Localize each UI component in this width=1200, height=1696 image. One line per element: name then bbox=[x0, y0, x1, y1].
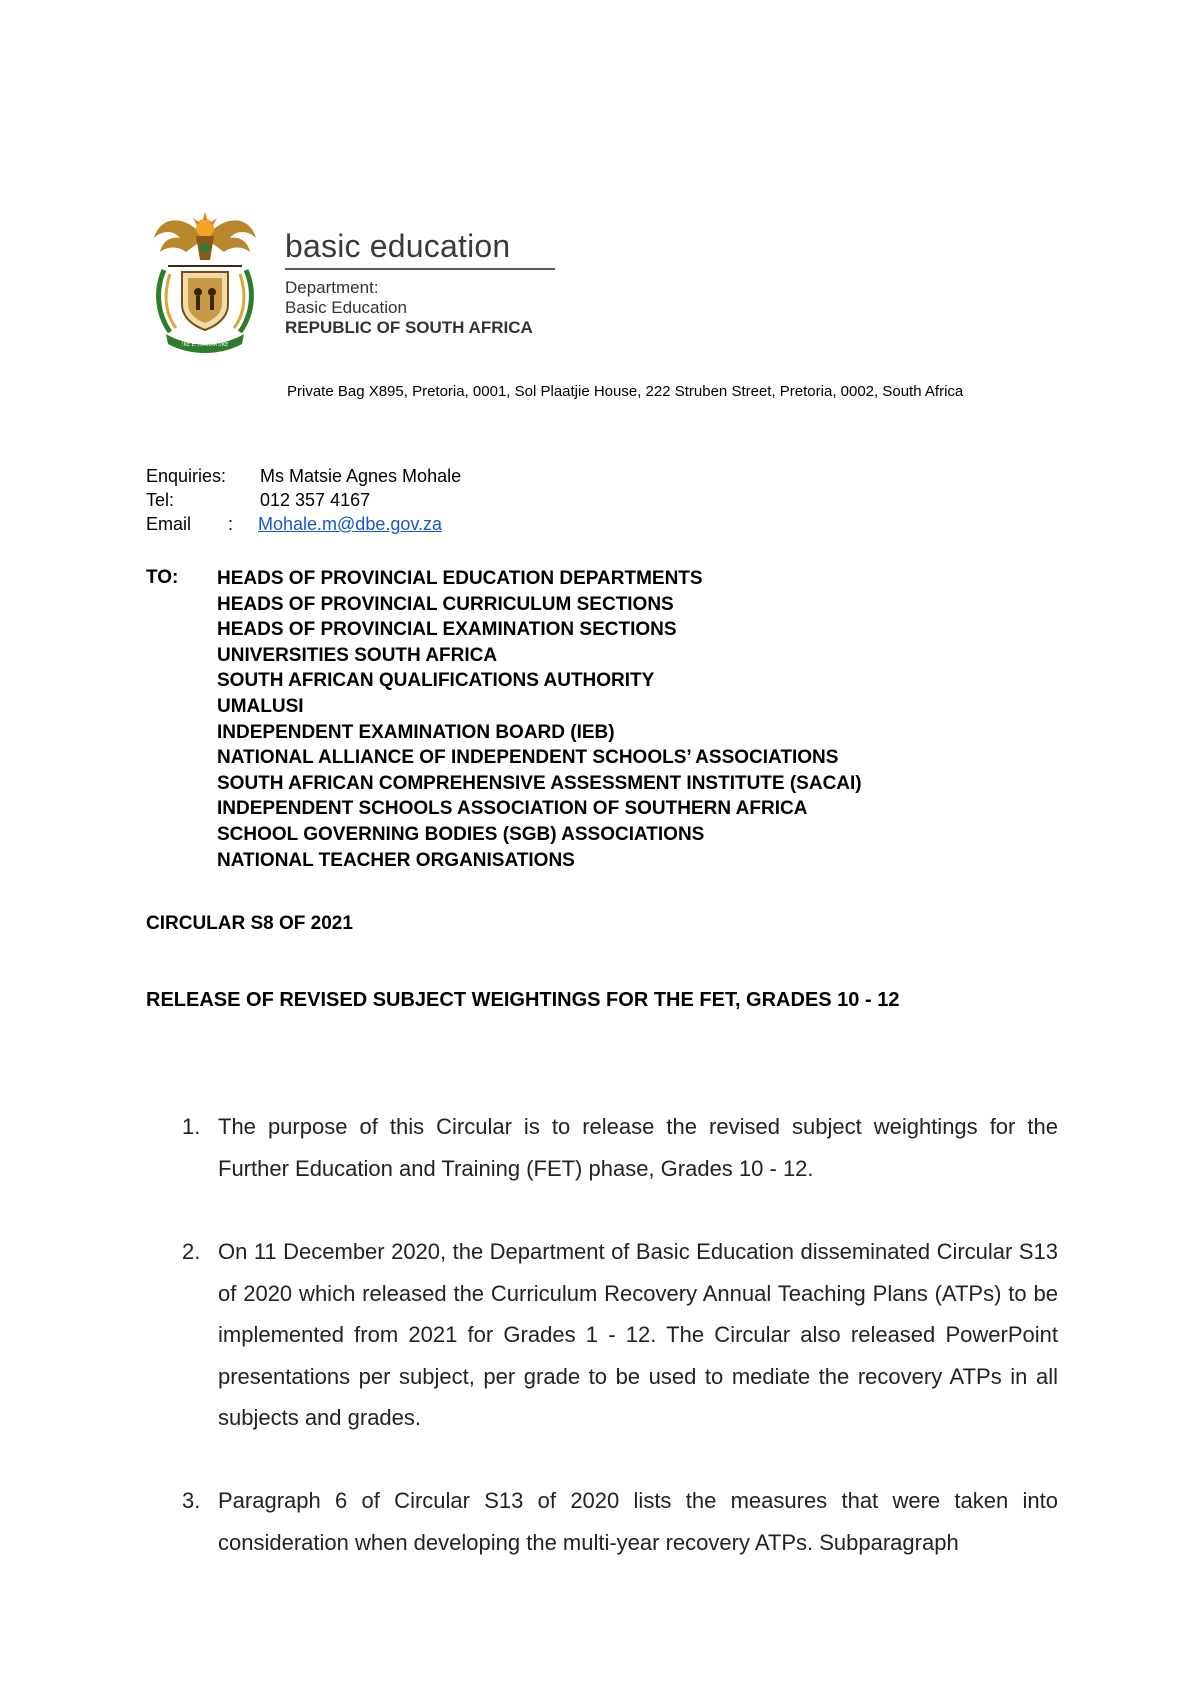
letterhead-title: basic education bbox=[285, 228, 511, 264]
letterhead-country: REPUBLIC OF SOUTH AFRICA bbox=[285, 318, 533, 337]
circular-number: CIRCULAR S8 OF 2021 bbox=[146, 913, 353, 934]
recipient-item: INDEPENDENT SCHOOLS ASSOCIATION OF SOUTHERN AFRICA bbox=[217, 798, 808, 820]
paragraph-number: 1. bbox=[182, 1114, 201, 1139]
recipient-item: NATIONAL TEACHER ORGANISATIONS bbox=[217, 849, 575, 871]
email-colon: : bbox=[228, 514, 234, 534]
recipient-item: SOUTH AFRICAN QUALIFICATIONS AUTHORITY bbox=[217, 670, 655, 692]
crest-motto: !KE E: /XARRA //KE bbox=[181, 342, 229, 348]
recipient-item: HEADS OF PROVINCIAL CURRICULUM SECTIONS bbox=[217, 593, 674, 615]
email-link[interactable]: Mohale.m@dbe.gov.za bbox=[258, 514, 443, 534]
paragraph-text: On 11 December 2020, the Department of Basic Education disseminated Circular S13 of 2020 which released the Curriculum Recovery Annual Teaching Plans (ATPs) to be implemented from 2021 for Grades 1 - 12. The Circular also released PowerPoint presentations per subject, per grade to be used to mediate the recovery ATPs in all subjects and grades. bbox=[218, 1239, 1058, 1430]
paragraph-number: 3. bbox=[182, 1488, 201, 1513]
paragraph-1 bbox=[182, 1106, 1058, 1189]
enquiries-name: Ms Matsie Agnes Mohale bbox=[260, 466, 462, 486]
recipient-item: HEADS OF PROVINCIAL EXAMINATION SECTIONS bbox=[217, 619, 677, 641]
recipient-list bbox=[217, 566, 862, 873]
recipient-item: NATIONAL ALLIANCE OF INDEPENDENT SCHOOLS’ ASSOCIATIONS bbox=[217, 747, 839, 769]
recipient-item: UNIVERSITIES SOUTH AFRICA bbox=[217, 644, 498, 666]
recipient-item: INDEPENDENT EXAMINATION BOARD (IEB) bbox=[217, 721, 615, 743]
coat-of-arms-logo bbox=[150, 208, 260, 354]
letterhead-dept-line1: Department: bbox=[285, 278, 379, 297]
letterhead-divider bbox=[285, 268, 555, 270]
to-label: TO: bbox=[146, 567, 179, 588]
paragraph-3 bbox=[182, 1480, 1058, 1563]
recipient-item: SOUTH AFRICAN COMPREHENSIVE ASSESSMENT INSTITUTE (SACAI) bbox=[217, 772, 862, 794]
paragraph-2 bbox=[182, 1231, 1058, 1439]
tel-label: Tel: bbox=[146, 490, 175, 510]
tel-value: 012 357 4167 bbox=[260, 490, 371, 510]
recipient-item: UMALUSI bbox=[217, 695, 304, 717]
enquiries-label: Enquiries: bbox=[146, 466, 227, 486]
letterhead-dept-line2: Basic Education bbox=[285, 298, 407, 317]
postal-address: Private Bag X895, Pretoria, 0001, Sol Plaatjie House, 222 Struben Street, Pretoria, 0002, South Africa bbox=[287, 383, 964, 400]
circular-subject: RELEASE OF REVISED SUBJECT WEIGHTINGS FOR THE FET, GRADES 10 - 12 bbox=[146, 989, 900, 1011]
paragraph-text: The purpose of this Circular is to release the revised subject weightings for the Further Education and Training (FET) phase, Grades 10 - 12. bbox=[218, 1114, 1058, 1181]
paragraph-text: Paragraph 6 of Circular S13 of 2020 lists the measures that were taken into consideration when developing the multi-year recovery ATPs. Subparagraph bbox=[218, 1488, 1058, 1555]
recipient-item: HEADS OF PROVINCIAL EDUCATION DEPARTMENTS bbox=[217, 568, 703, 589]
paragraph-number: 2. bbox=[182, 1239, 201, 1264]
recipient-item: SCHOOL GOVERNING BODIES (SGB) ASSOCIATIONS bbox=[217, 823, 705, 845]
email-label: Email bbox=[146, 514, 192, 534]
